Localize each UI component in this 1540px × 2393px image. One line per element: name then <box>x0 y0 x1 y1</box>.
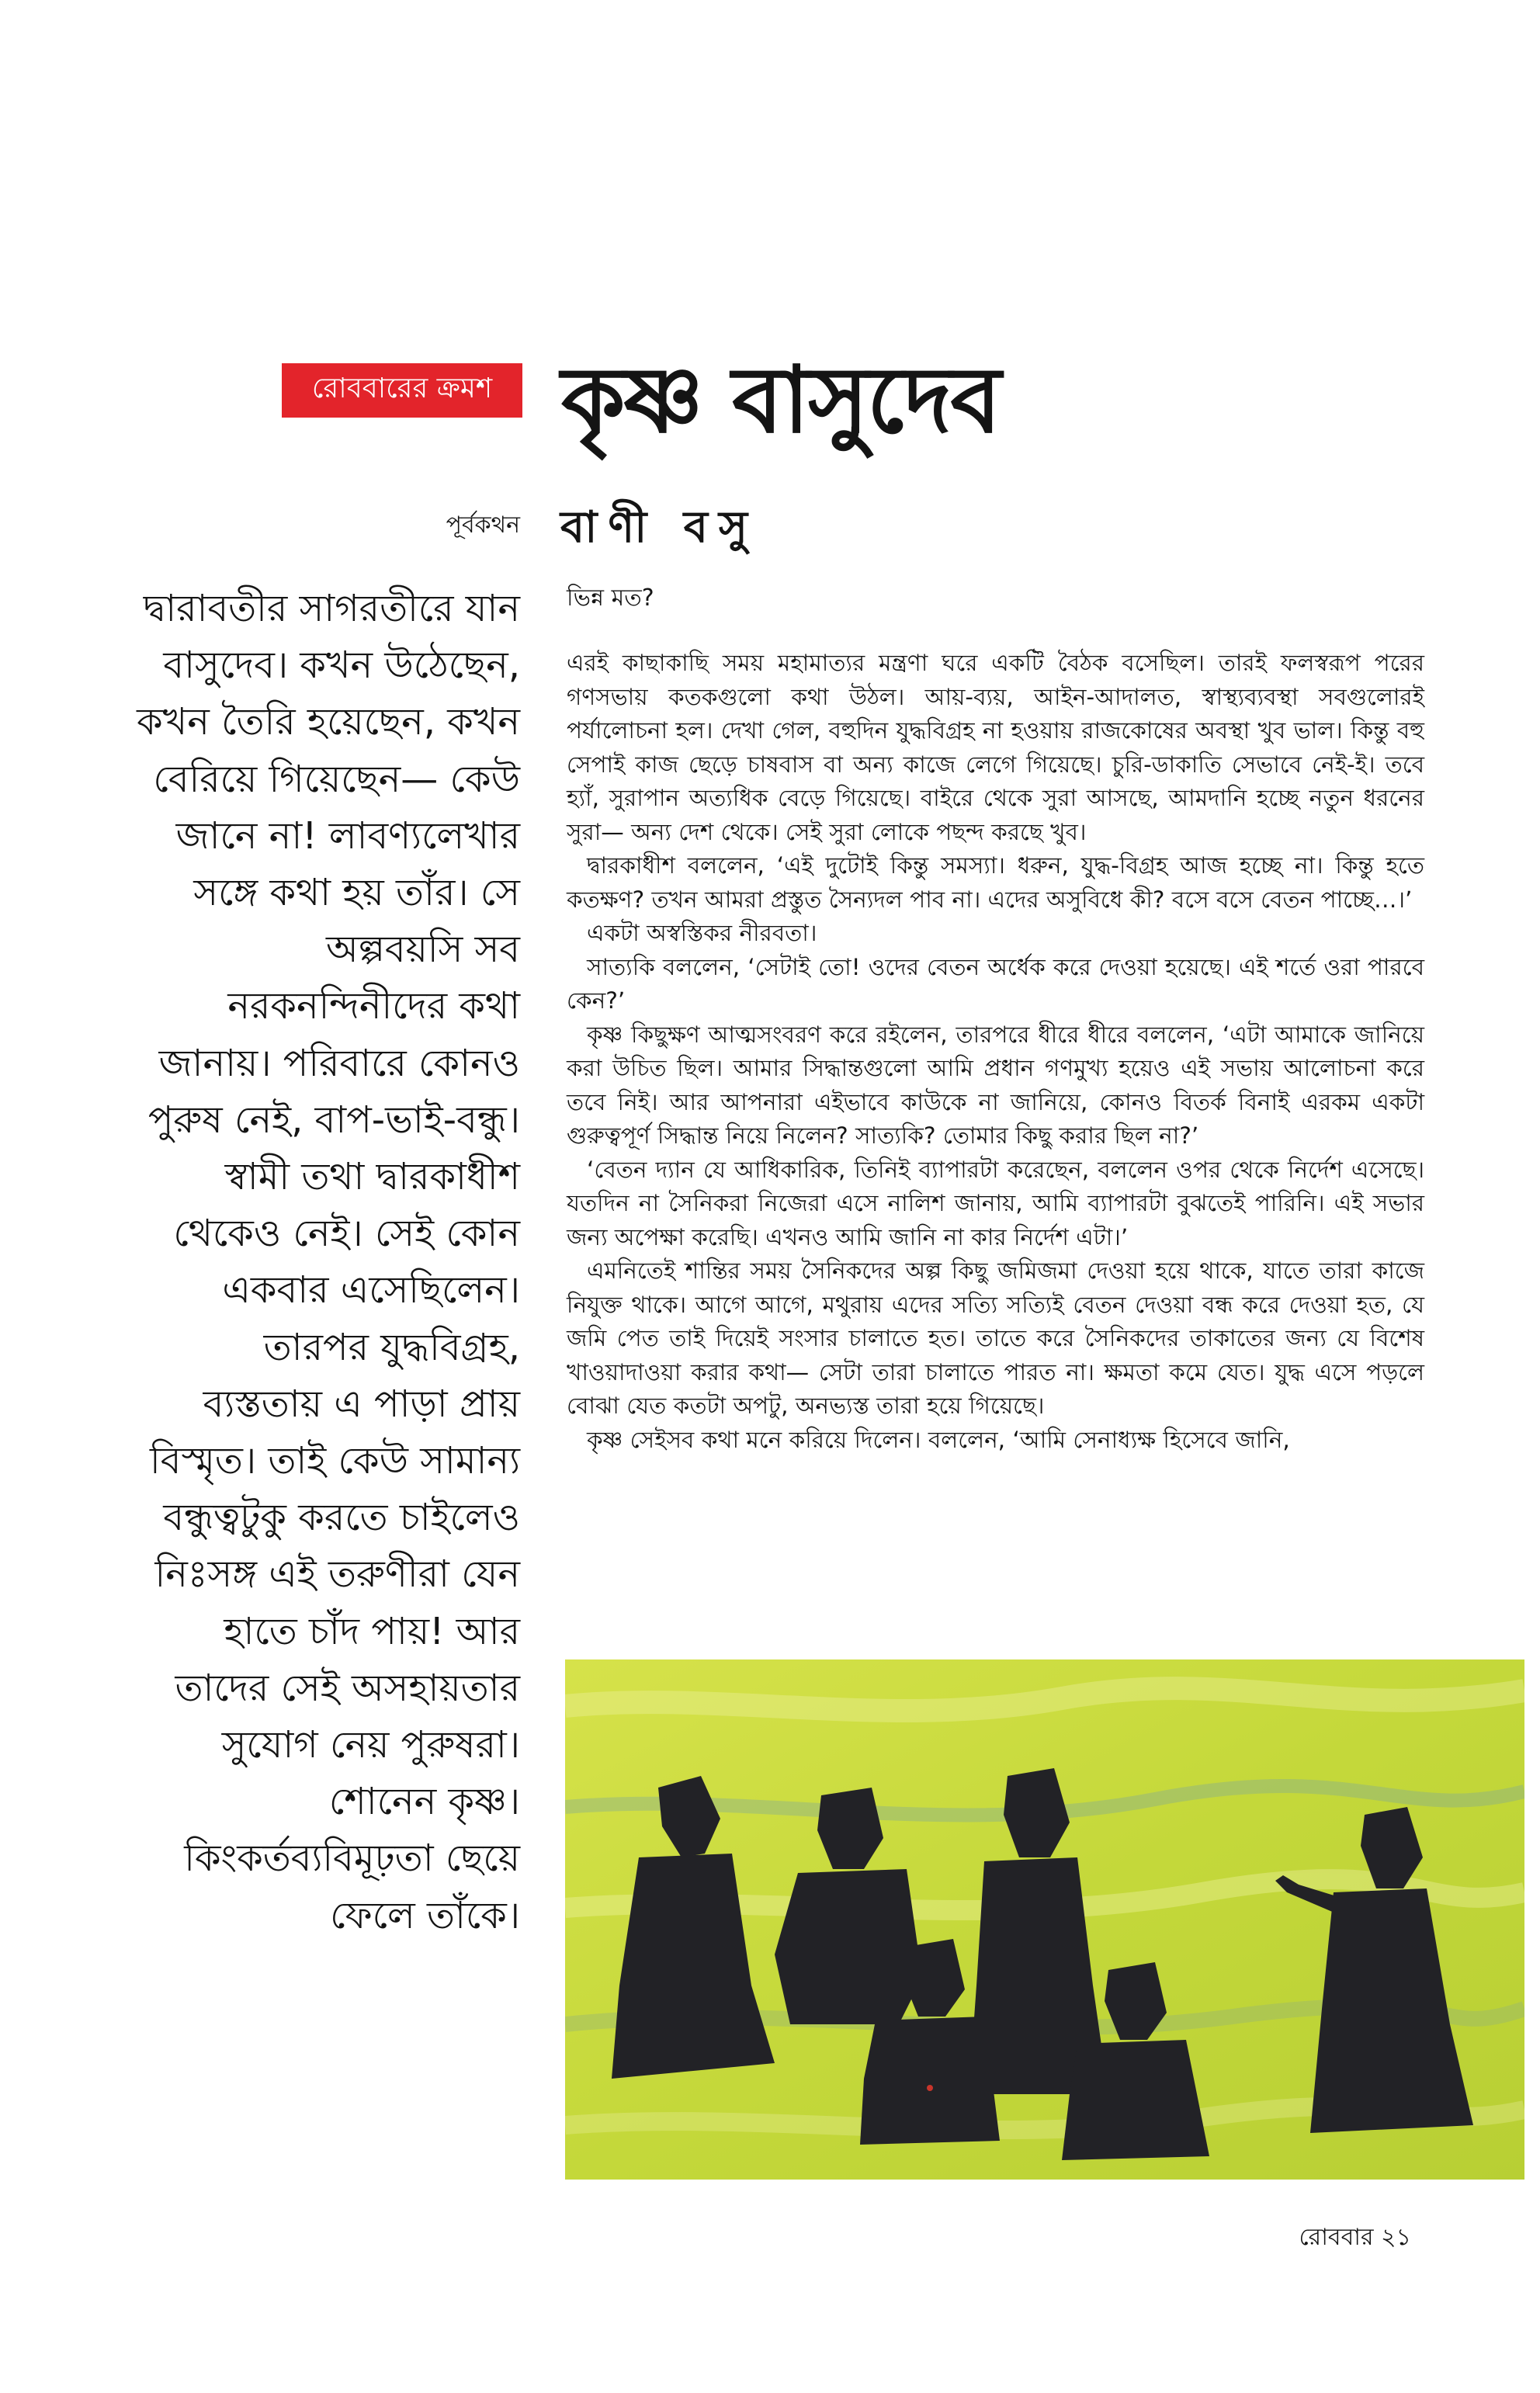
article-paragraph: সাত্যকি বললেন, ‘সেটাই তো! ওদের বেতন অর্ধেক করে দেওয়া হয়েছে। এই শর্তে ওরা পারবে কেন?’ <box>567 953 1424 1014</box>
article-paragraph: একটা অস্বস্তিকর নীরবতা। <box>587 920 817 946</box>
article-body <box>567 647 1424 1457</box>
article-paragraph: দ্বারকাধীশ বললেন, ‘এই দুটোই কিন্তু সমস্যা। ধরুন, যুদ্ধ-বিগ্রহ আজ হচ্ছে না। কিন্তু হতে কতক্ষণ? তখন আমরা প্রস্তুত সৈন্যদল পাব না। এদের অসুবিধে কী? বসে বসে বেতন পাচ্ছে…।’ <box>567 852 1424 913</box>
series-label: রোববারের ক্রমশ <box>282 363 522 418</box>
page-title: কৃষ্ণ বাসুদেব <box>561 345 1001 453</box>
section-heading: ভিন্ন মত? <box>567 584 654 612</box>
recap-label: পূর্বকথন <box>446 512 520 539</box>
recap-summary: দ্বারাবতীর সাগরতীরে যান বাসুদেব। কখন উঠেছেন, কখন তৈরি হয়েছেন, কখন বেরিয়ে গিয়েছেন— কেউ জানে না! লাবণ্যলেখার সঙ্গে কথা হয় তাঁর। সে অল্পবয়সি সব নরকনন্দিনীদের কথা জানায়। পরিবারে কোনও পুরুষ নেই, বাপ-ভাই-বন্ধু। স্বামী তথা দ্বারকাধীশ থেকেও নেই। সেই কোন একবার এসেছিলেন। তারপর যুদ্ধবিগ্রহ, ব্যস্ততায় এ পাড়া প্রায় বিস্মৃত। তাই কেউ সামান্য বন্ধুত্বটুকু করতে চাইলেও নিঃসঙ্গ এই তরুণীরা যেন হাতে চাঁদ পায়! আর তাদের সেই অসহায়তার সুযোগ নেয় পুরুষরা। শোনেন কৃষ্ণ। কিংকর্তব্যবিমূঢ়তা ছেয়ে ফেলে তাঁকে। <box>137 587 520 1937</box>
paint-speck <box>927 2085 933 2091</box>
page-folio: রোববার ২১ <box>1299 2224 1411 2251</box>
article-paragraph: কৃষ্ণ কিছুক্ষণ আত্মসংবরণ করে রইলেন, তারপরে ধীরে ধীরে বললেন, ‘এটা আমাকে জানিয়ে করা উচিত ছিল। আমার সিদ্ধান্তগুলো আমি প্রধান গণমুখ্য হয়েও এই সভায় আলোচনা করে তবে নিই। আর আপনারা এইভাবে কাউকে না জানিয়ে, কোনও বিতর্ক বিনাই এরকম একটা গুরুত্বপূর্ণ সিদ্ধান্ত নিয়ে নিলেন? সাত্যকি? তোমার কিছু করার ছিল না?’ <box>567 1021 1424 1149</box>
author-name: বাণী বসু <box>560 502 758 553</box>
article-paragraph: ‘বেতন দ্যান যে আধিকারিক, তিনিই ব্যাপারটা করেছেন, বললেন ওপর থেকে নির্দেশ এসেছে। যতদিন না সৈনিকরা নিজেরা এসে নালিশ জানায়, আমি ব্যাপারটা বুঝতেই পারিনি। এই সভার জন্য অপেক্ষা করেছি। এখনও আমি জানি না কার নির্দেশ এটা।’ <box>567 1156 1424 1250</box>
article-paragraph: এমনিতেই শান্তির সময় সৈনিকদের অল্প কিছু জমিজমা দেওয়া হয়ে থাকে, যাতে তারা কাজে নিযুক্ত থাকে। আগে আগে, মথুরায় এদের সত্যি সত্যিই বেতন দেওয়া বন্ধ করে দেওয়া হত, যে জমি পেত তাই দিয়েই সংসার চালাতে হত। তাতে করে সৈনিকদের তাকাতের জন্য যে বিশেষ খাওয়াদাওয়া করার কথা— সেটা তারা চালাতে পারত না। ক্ষমতা কমে যেত। যুদ্ধ এসে পড়লে বোঝা যেত কতটা অপটু, অনভ্যস্ত তারা হয়ে গিয়েছে। <box>567 1257 1424 1419</box>
article-paragraph: কৃষ্ণ সেইসব কথা মনে করিয়ে দিলেন। বললেন, ‘আমি সেনাধ্যক্ষ হিসেবে জানি, <box>587 1426 1290 1453</box>
silhouette-illustration <box>565 1659 1524 2180</box>
article-paragraph: এরই কাছাকাছি সময় মহামাত্যর মন্ত্রণা ঘরে একটি বৈঠক বসেছিল। তারই ফলস্বরূপ পরের গণসভায় কতকগুলো কথা উঠল। আয়-ব্যয়, আইন-আদালত, স্বাস্থ্যব্যবস্থা সবগুলোরই পর্যালোচনা হল। দেখা গেল, বহুদিন যুদ্ধবিগ্রহ না হওয়ায় রাজকোষের অবস্থা খুব ভাল। কিন্তু বহু সেপাই কাজ ছেড়ে চাষবাস বা অন্য কাজে লেগে গিয়েছে। চুরি-ডাকাতি সেভাবে নেই-ই। তবে হ্যাঁ, সুরাপান অত্যধিক বেড়ে গিয়েছে। বাইরে থেকে সুরা আসছে, আমদানি হচ্ছে নতুন ধরনের সুরা— অন্য দেশ থেকে। সেই সুরা লোকে পছন্দ করছে খুব। <box>567 650 1424 845</box>
